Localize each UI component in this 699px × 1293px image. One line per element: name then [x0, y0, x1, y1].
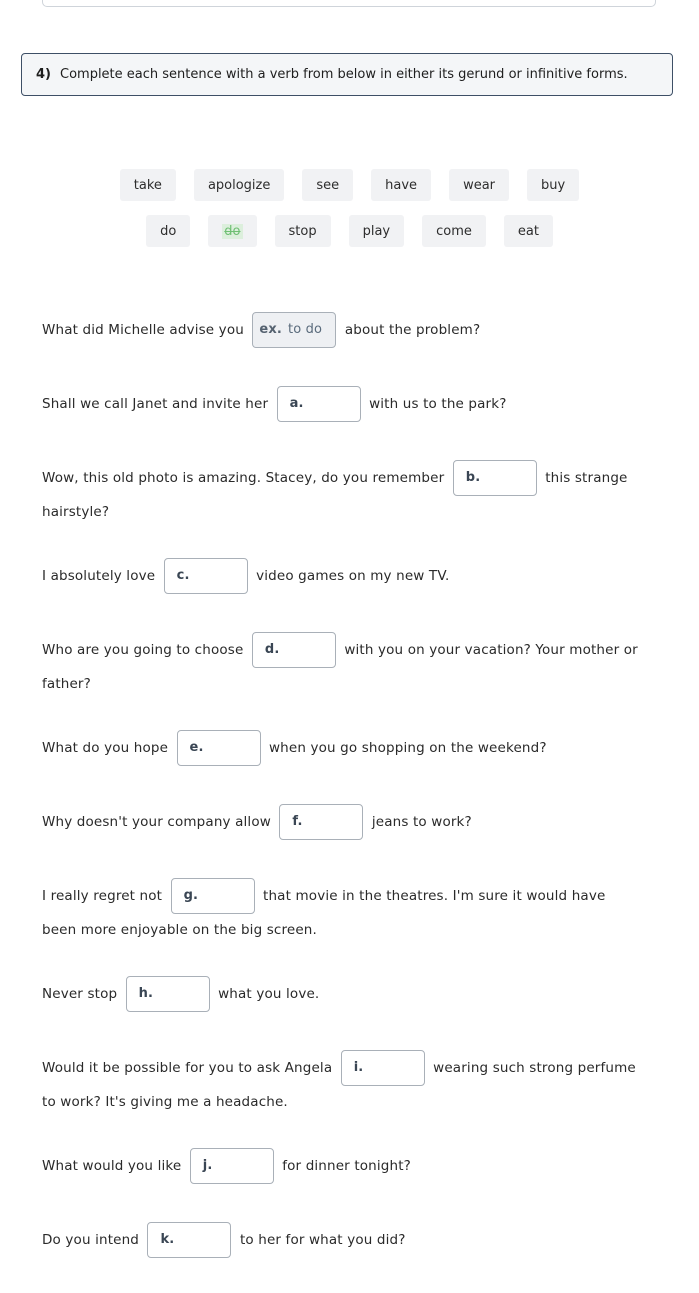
- word-chip[interactable]: play: [349, 215, 405, 247]
- answer-blank-a[interactable]: a.: [277, 386, 361, 422]
- sentence-c: I absolutely love c. video games on my new TV.: [42, 558, 642, 594]
- instruction-box: [21, 53, 673, 96]
- answer-blank-f[interactable]: f.: [279, 804, 363, 840]
- word-chip[interactable]: see: [302, 169, 353, 201]
- answer-blank-k[interactable]: k.: [147, 1222, 231, 1258]
- answer-blank-g[interactable]: g.: [171, 878, 255, 914]
- sentence-k: Do you intend k. to her for what you did?: [42, 1222, 642, 1258]
- sentence-b: Wow, this old photo is amazing. Stacey, do you remember b. this strange hairstyle?: [42, 460, 642, 528]
- sentence-j: What would you like j. for dinner tonight?: [42, 1148, 642, 1184]
- sentence-e: What do you hope e. when you go shopping on the weekend?: [42, 730, 642, 766]
- answer-blank-d[interactable]: d.: [252, 632, 336, 668]
- previous-exercise-box: [42, 0, 656, 7]
- word-chip[interactable]: come: [422, 215, 486, 247]
- sentence-h: Never stop h. what you love.: [42, 976, 642, 1012]
- word-chip[interactable]: eat: [504, 215, 553, 247]
- answer-blank-example: ex. to do: [252, 312, 336, 348]
- word-chip[interactable]: apologize: [194, 169, 284, 201]
- answer-blank-j[interactable]: j.: [190, 1148, 274, 1184]
- answer-blank-c[interactable]: c.: [164, 558, 248, 594]
- word-chip-used: do: [208, 215, 256, 247]
- sentence-f: Why doesn't your company allow f. jeans to work?: [42, 804, 642, 840]
- instruction-text: Complete each sentence with a verb from below in either its gerund or infinitive forms.: [60, 67, 628, 82]
- word-chip[interactable]: do: [146, 215, 190, 247]
- word-bank-row-2: [0, 215, 699, 247]
- answer-blank-h[interactable]: h.: [126, 976, 210, 1012]
- word-chip[interactable]: stop: [275, 215, 331, 247]
- sentence-d: Who are you going to choose d. with you on your vacation? Your mother or father?: [42, 632, 642, 700]
- answer-blank-e[interactable]: e.: [177, 730, 261, 766]
- sentence-example: What did Michelle advise you ex. to do about the problem?: [42, 312, 642, 348]
- word-chip[interactable]: buy: [527, 169, 579, 201]
- word-chip[interactable]: have: [371, 169, 431, 201]
- exercise-number: 4): [36, 67, 51, 82]
- word-chip[interactable]: take: [120, 169, 176, 201]
- answer-blank-i[interactable]: i.: [341, 1050, 425, 1086]
- sentence-i: Would it be possible for you to ask Angela i. wearing such strong perfume to work? It's giving me a headache.: [42, 1050, 642, 1118]
- word-chip[interactable]: wear: [449, 169, 509, 201]
- word-bank-row-1: [0, 169, 699, 201]
- sentence-a: Shall we call Janet and invite her a. with us to the park?: [42, 386, 642, 422]
- sentence-g: I really regret not g. that movie in the theatres. I'm sure it would have been more enjoyable on the big screen.: [42, 878, 642, 946]
- answer-blank-b[interactable]: b.: [453, 460, 537, 496]
